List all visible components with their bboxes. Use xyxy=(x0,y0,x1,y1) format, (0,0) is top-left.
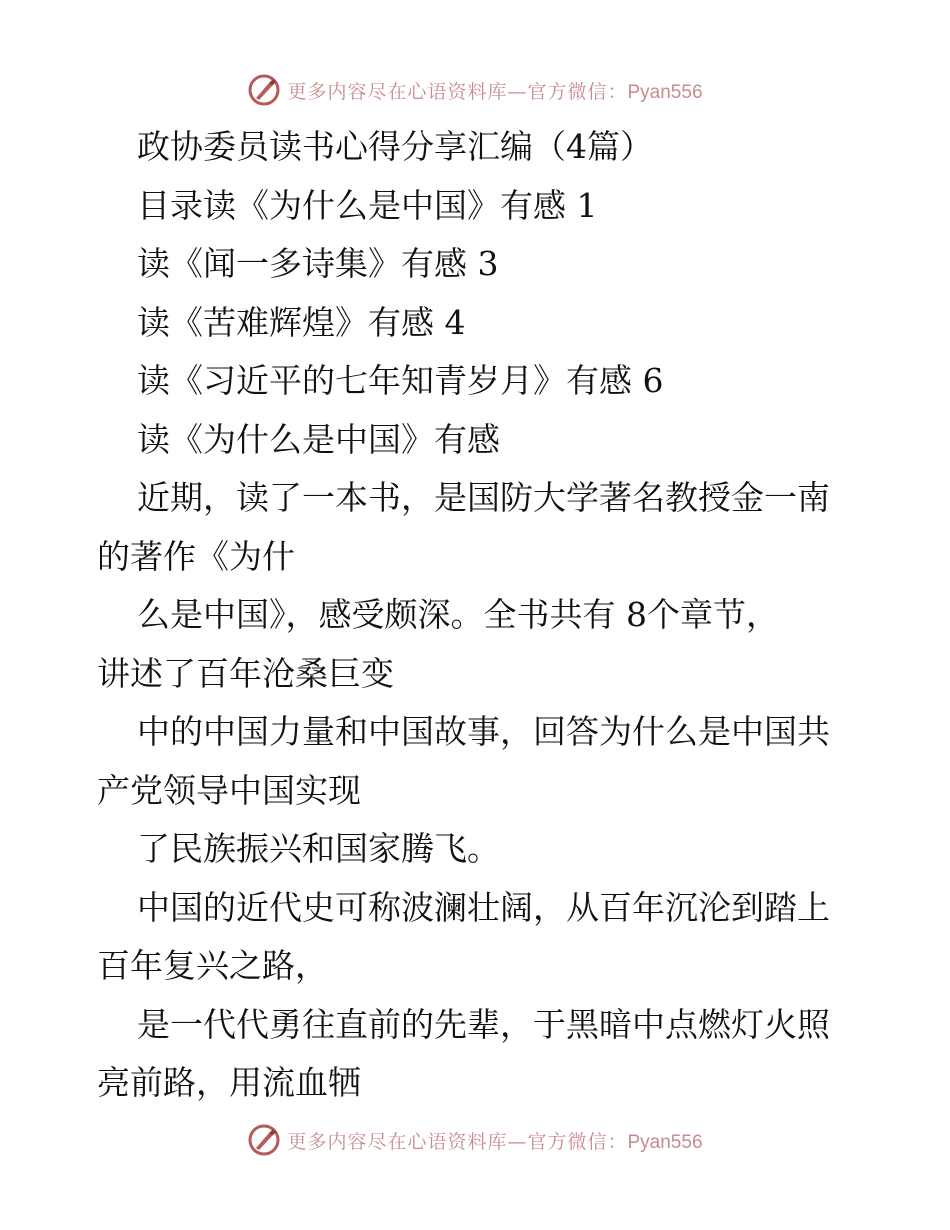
document-title: 政协委员读书心得分享汇编（4篇） xyxy=(137,127,653,166)
body-line: 中国的近代史可称波澜壮阔，从百年沉沦到踏上 xyxy=(137,887,830,927)
footer-slogan: 更多内容尽在心语资料库—官方微信：Pyan556 xyxy=(287,1130,703,1153)
footer-watermark xyxy=(0,1120,950,1160)
table-of-contents xyxy=(97,177,857,411)
pen-seal-logo-icon xyxy=(247,1123,281,1157)
body-line: 中的中国力量和中国故事，回答为什么是中国共 xyxy=(137,712,830,751)
footer-wechat-id: Pyan556 xyxy=(627,1131,703,1153)
header-wechat-id: Pyan556 xyxy=(627,81,703,103)
body-line: 近期，读了一本书，是国防大学著名教授金一南 xyxy=(137,478,830,517)
document-body xyxy=(97,118,857,1113)
toc-item: 读《苦难辉煌》有感 4 xyxy=(137,302,466,342)
body-line: 了民族振兴和国家腾飞。 xyxy=(137,829,500,868)
header-watermark xyxy=(0,70,950,110)
body-text xyxy=(97,469,857,1113)
toc-item: 目录读《为什么是中国》有感 1 xyxy=(137,185,598,225)
toc-item: 读《习近平的七年知青岁月》有感 6 xyxy=(137,361,664,400)
body-line: 亮前路，用流血牺 xyxy=(97,1063,361,1102)
body-line: 讲述了百年沧桑巨变 xyxy=(97,653,394,693)
header-slogan: 更多内容尽在心语资料库—官方微信：Pyan556 xyxy=(287,80,703,103)
body-line: 么是中国》，感受颇深。全书共有 8个章节， xyxy=(137,595,779,634)
body-line: 是一代代勇往直前的先辈，于黑暗中点燃灯火照 xyxy=(137,1004,830,1044)
body-line: 产党领导中国实现 xyxy=(97,770,361,810)
toc-item: 读《闻一多诗集》有感 3 xyxy=(137,244,499,283)
body-line: 百年复兴之路， xyxy=(97,946,328,985)
section-title: 读《为什么是中国》有感 xyxy=(137,419,500,459)
pen-seal-logo-icon xyxy=(247,73,281,107)
body-line: 的著作《为什 xyxy=(97,536,295,576)
